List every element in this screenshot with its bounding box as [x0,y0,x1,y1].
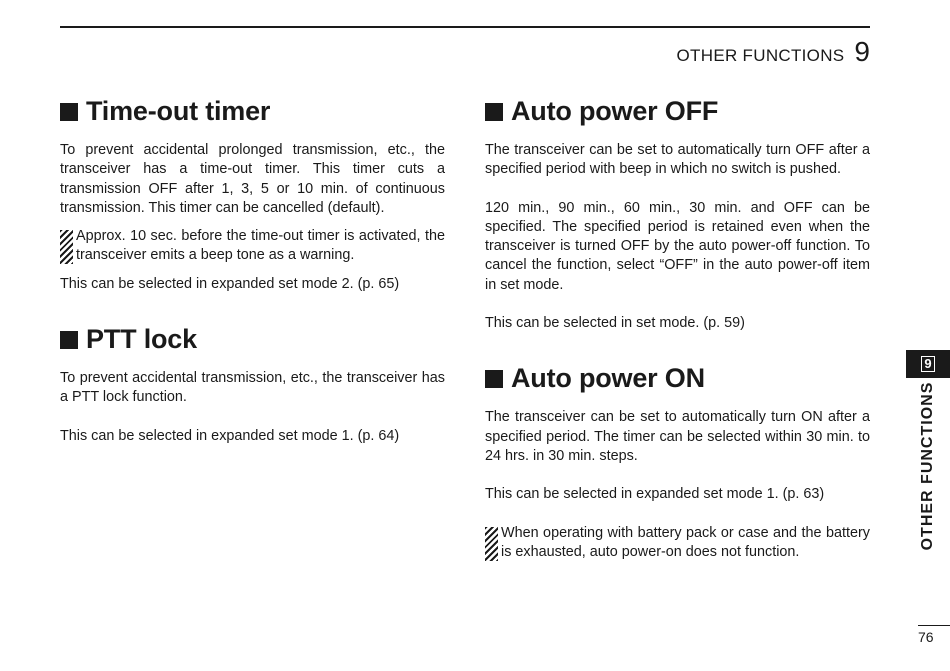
section-heading-ptt-lock [60,324,445,355]
section-heading-auto-power-off [485,96,870,127]
time-out-timer-body: To prevent accidental prolonged transmission, etc., the transceiver has a time-out timer. This timer cuts a transmission OFF after 1, 3, 5 or 10 min. of continuous transmission. This timer can be cancelled (default). [60,142,445,216]
left-column [60,96,445,446]
ptt-lock-ref: This can be selected in expanded set mode 1. (p. 64) [60,427,400,444]
ptt-lock-body: To prevent accidental transmission, etc., the transceiver has a PTT lock function. [60,370,445,406]
section-heading-auto-power-on [485,363,870,394]
auto-power-off-body-2: 120 min., 90 min., 60 min., 30 min. and OFF can be specified. The specified period is retained even when the transceiver is turned OFF by the auto power-off function. To cancel the function, select “OFF” in the auto power-off item in set mode. [485,199,870,293]
square-bullet-icon [485,370,503,388]
right-column [485,96,870,562]
running-header [677,36,870,68]
square-bullet-icon [485,103,503,121]
chapter-tab [906,350,950,378]
chapter-tab-number: 9 [921,356,934,372]
auto-power-off-ref: This can be selected in set mode. (p. 59) [485,315,745,332]
section-number: 9 [854,36,870,67]
note-hatch-icon [60,230,73,264]
note-hatch-icon [485,527,498,561]
square-bullet-icon [60,103,78,121]
square-bullet-icon [60,331,78,349]
auto-power-on-ref: This can be selected in expanded set mode 1. (p. 63) [485,486,825,503]
page-number: 76 [918,629,934,645]
heading-text: Auto power ON [511,363,705,394]
auto-power-on-body: The transceiver can be set to automatically turn ON after a specified period. The timer can be selected within 30 min. to 24 hrs. in 30 min. steps. [485,409,870,464]
auto-power-on-note [485,524,870,563]
top-rule [60,26,870,28]
section-heading-time-out-timer [60,96,445,127]
heading-text: PTT lock [86,324,197,355]
heading-text: Time-out timer [86,96,271,126]
section-label: OTHER FUNCTIONS [676,46,845,65]
time-out-timer-ref: This can be selected in expanded set mode 2. (p. 65) [60,275,400,292]
chapter-tab-label: OTHER FUNCTIONS [919,381,936,551]
heading-text: Auto power OFF [511,96,719,126]
auto-power-off-body: The transceiver can be set to automatically turn OFF after a specified period with beep in which no switch is pushed. [485,142,870,178]
note-text: Approx. 10 sec. before the time-out timer is activated, the transceiver emits a beep tone as a warning. [76,228,445,264]
time-out-timer-note [60,227,445,266]
note-text: When operating with battery pack or case and the battery is exhausted, auto power-on does not function. [501,524,870,560]
page-number-rule [918,625,950,626]
